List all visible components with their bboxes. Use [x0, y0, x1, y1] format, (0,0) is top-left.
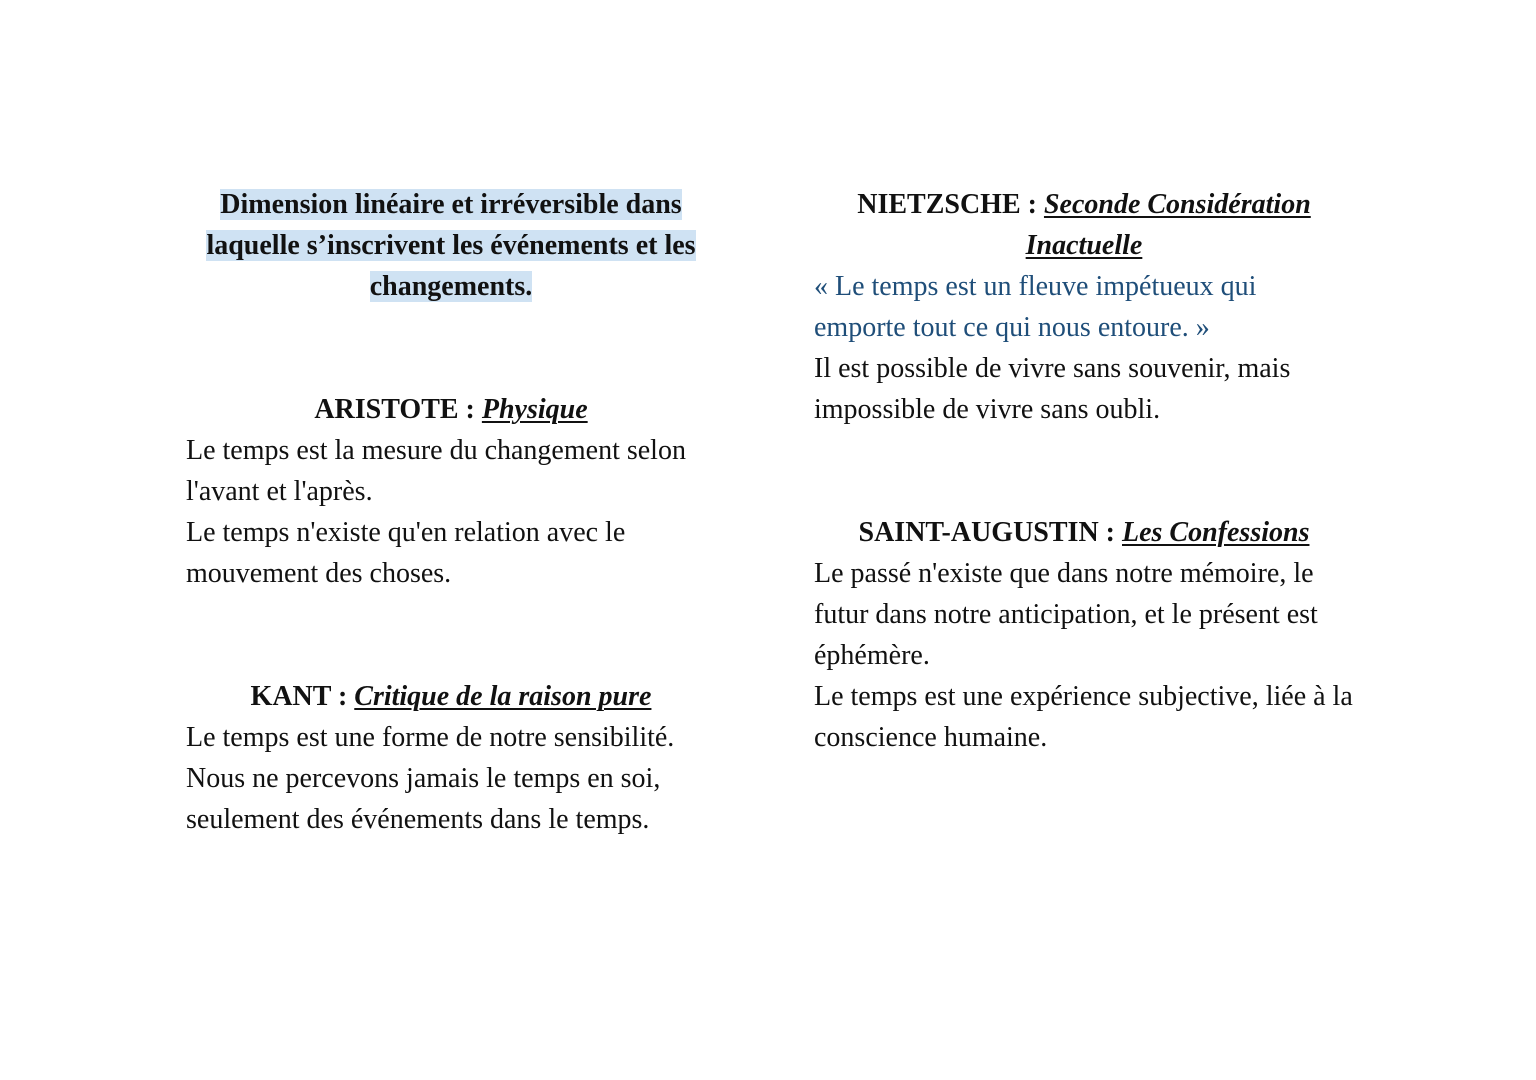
aristote-paragraph-1: Le temps est la mesure du changement selon l'avant et l'après. — [186, 435, 686, 507]
kant-section — [186, 676, 716, 840]
kant-work: Critique de la raison pure — [354, 681, 652, 712]
augustin-work: Les Confessions — [1122, 517, 1310, 548]
augustin-author: SAINT-AUGUSTIN : — [858, 517, 1122, 548]
aristote-author: ARISTOTE : — [314, 394, 482, 425]
nietzsche-heading — [814, 184, 1354, 266]
kant-heading — [186, 676, 716, 717]
aristote-work: Physique — [481, 394, 588, 425]
aristote-heading — [186, 389, 716, 430]
definition-highlight — [186, 184, 716, 307]
left-column — [186, 184, 716, 840]
nietzsche-quote: « Le temps est un fleuve impétueux qui emporte tout ce qui nous entoure. » — [814, 271, 1257, 343]
definition-text: Dimension linéaire et irréversible dans laquelle s’inscrivent les événements et les changements. — [206, 189, 696, 302]
kant-author: KANT : — [250, 681, 355, 712]
kant-paragraph-2: Nous ne percevons jamais le temps en soi, seulement des événements dans le temps. — [186, 763, 661, 835]
right-column — [814, 184, 1354, 758]
nietzsche-paragraph-1: Il est possible de vivre sans souvenir, mais impossible de vivre sans oubli. — [814, 353, 1291, 425]
nietzsche-author: NIETZSCHE : — [857, 189, 1044, 220]
aristote-paragraph-2: Le temps n'existe qu'en relation avec le mouvement des choses. — [186, 517, 626, 589]
nietzsche-section — [814, 184, 1354, 430]
nietzsche-work: Seconde Considération Inactuelle — [1025, 189, 1311, 261]
augustin-heading — [814, 512, 1354, 553]
aristote-section — [186, 389, 716, 594]
augustin-paragraph-1: Le passé n'existe que dans notre mémoire, le futur dans notre anticipation, et le présent est éphémère. — [814, 558, 1318, 671]
augustin-section — [814, 512, 1354, 758]
augustin-paragraph-2: Le temps est une expérience subjective, liée à la conscience humaine. — [814, 681, 1353, 753]
kant-paragraph-1: Le temps est une forme de notre sensibilité. — [186, 722, 675, 753]
